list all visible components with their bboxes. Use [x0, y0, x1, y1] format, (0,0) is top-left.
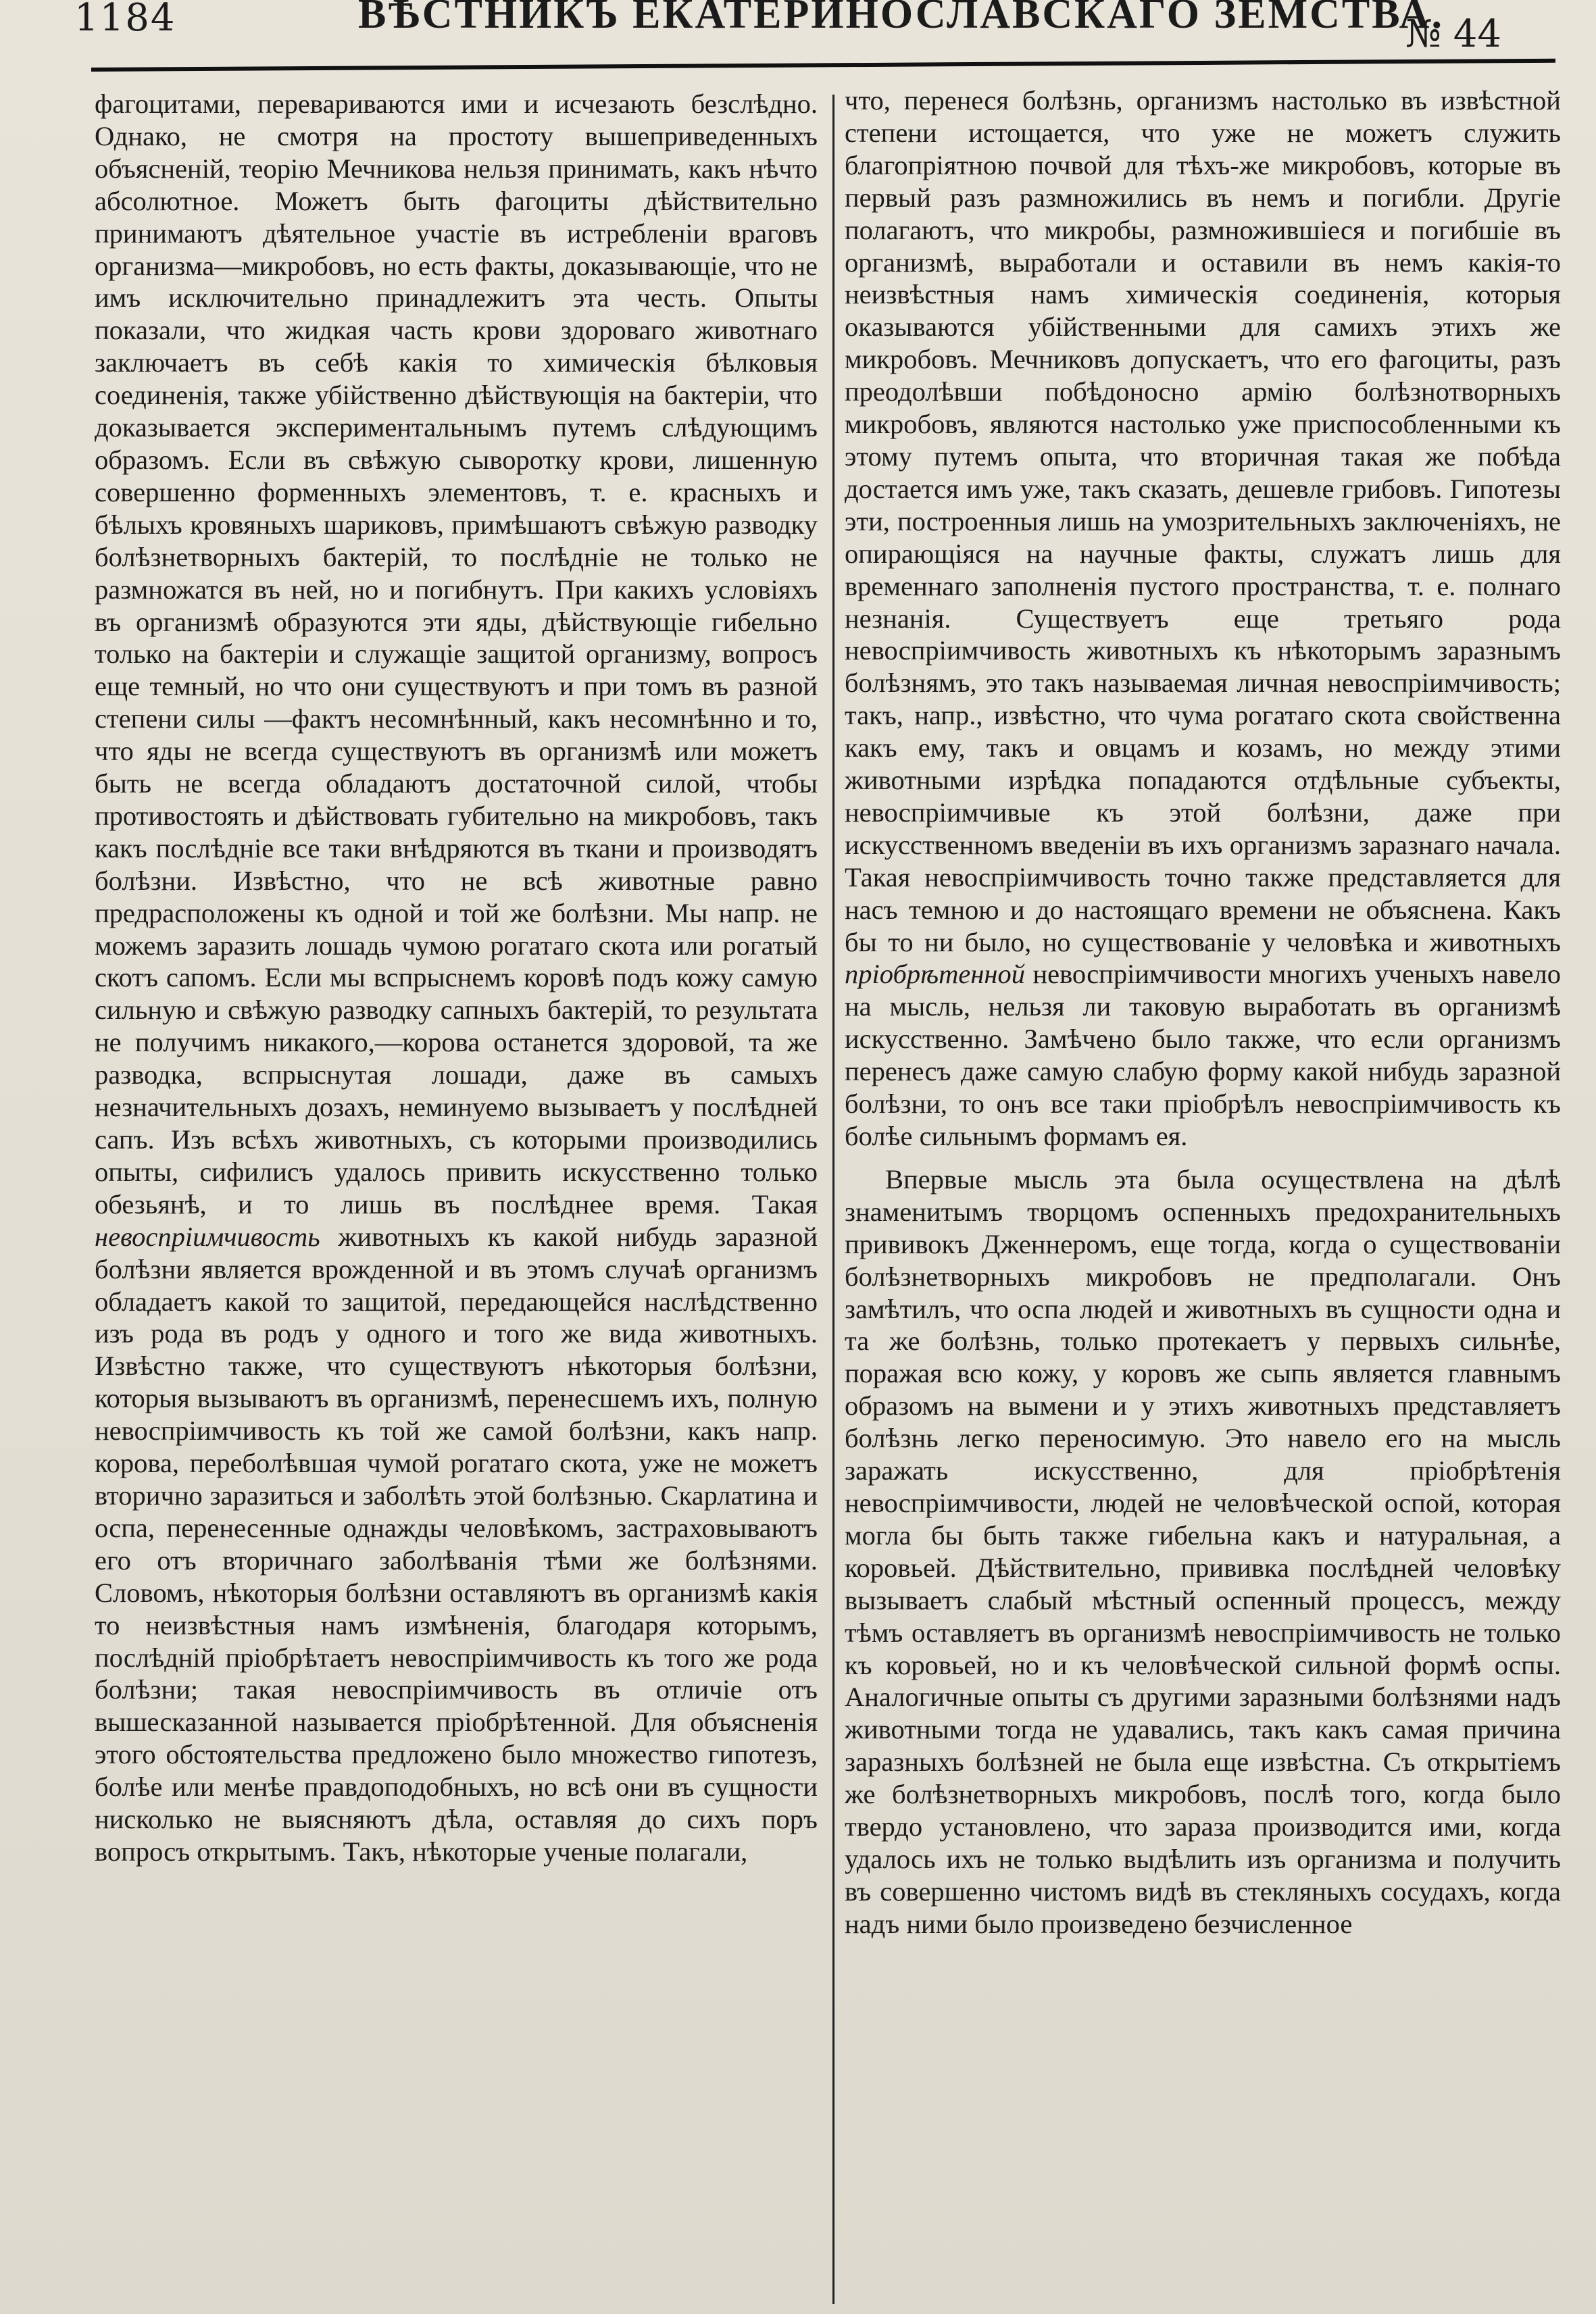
- right-paragraph-2: Впервые мысль эта была осуществлена на дѣлѣ знаменитымъ творцомъ оспенныхъ предохранительныхъ прививокъ Дженнеромъ, еще тогда, когда о существованіи болѣзнетворныхъ микробовъ не предполагали. Онъ замѣтилъ, что оспа людей и животныхъ въ сущности одна и та же болѣзнь, только протекаетъ у первыхъ сильнѣе, поражая всю кожу, у коровъ же сыпь является главнымъ образомъ на вымени и у этихъ животныхъ представляетъ болѣзнь легко переносимую. Это навело его на мысль заражать искусственно, для пріобрѣтенія невоспріимчивости, людей не человѣческой оспой, которая могла бы быть также гибельна какъ и натуральная, а коровьей. Дѣйствительно, прививка послѣдней человѣку вызываетъ слабый мѣстный оспенный процессъ, между тѣмъ оставляетъ въ организмѣ невоспріимчивость не только къ коровьей, но и къ человѣческой сильной формѣ оспы. Аналогичные опыты съ другими заразными болѣзнями надъ животными тогда не удавались, такъ какъ самая причина заразныхъ болѣзней не была еще извѣстна. Съ открытіемъ же болѣзнетворныхъ микробовъ, послѣ того, когда было твердо установлено, что зараза производится ими, когда удалось ихъ не только выдѣлить изъ организма и получить въ совершенно чистомъ видѣ въ стекляныхъ сосудахъ, когда надъ ними было произведено безчисленное: [845, 1163, 1561, 1939]
- left-column: [95, 88, 818, 2311]
- right-column: [845, 84, 1561, 2307]
- page-number: 1184: [74, 0, 176, 40]
- left-emphasis: невоспріимчивость: [95, 1221, 320, 1252]
- right-paragraph-1: [845, 84, 1561, 1153]
- journal-title: ВѢСТНИКЪ ЕКАТЕРИНОСЛАВСКАГО ЗЕМСТВА.: [358, 0, 1444, 37]
- right-emphasis: пріобрѣтенной: [845, 959, 1026, 990]
- left-text-2: животныхъ къ какой нибудь заразной болѣзни является врожденной и въ этомъ случаѣ организмъ обладаетъ какой то защитой, передающейся наслѣдственно изъ рода въ родъ у одного и того же вида животныхъ. Извѣстно также, что существуютъ нѣкоторыя болѣзни, которыя вызываютъ въ организмѣ, перенесшемъ ихъ, полную невоспріимчивость къ той же самой болѣзни, какъ напр. корова, переболѣвшая чумой рогатаго скота, уже не можетъ вторично заразиться и заболѣть этой болѣзнью. Скарлатина и оспа, перенесенные однажды человѣкомъ, застраховываютъ его отъ вторичнаго заболѣванія тѣми же болѣзнями. Словомъ, нѣкоторыя болѣзни оставляютъ въ организмѣ какія то неизвѣстныя намъ измѣненія, благодаря которымъ, послѣдній пріобрѣтаетъ невоспріимчивость къ того же рода болѣзни; такая невоспріимчивость въ отличіе отъ вышесказанной называется пріобрѣтенной. Для объясненія этого обстоятельства предложено было множество гипотезъ, болѣе или менѣе правдоподобныхъ, но всѣ они въ сущности нисколько не выясняютъ дѣла, оставляя до сихъ поръ вопросъ открытымъ. Такъ, нѣкоторые ученые полагали,: [95, 1221, 818, 1867]
- issue-number: № 44: [1405, 12, 1502, 56]
- column-divider: [832, 95, 834, 2304]
- right-text-1: что, перенеся болѣзнь, организмъ настолько въ извѣстной степени истощается, что уже не можетъ служить благопріятною почвой для тѣхъ-же микробовъ, которые въ первый разъ размножились въ немъ и погибли. Другіе полагаютъ, что микробы, размножившіеся и погибшіе въ организмѣ, выработали и оставили въ немъ какія-то неизвѣстныя намъ химическія соединенія, которыя оказываются убійственными для самихъ этихъ же микробовъ. Мечниковъ допускаетъ, что его фагоциты, разъ преодолѣвши побѣдоносно армію болѣзнотворныхъ микробовъ, являются настолько уже приспособленными къ этому путемъ опыта, что вторичная такая же побѣда достается имъ уже, такъ сказать, дешевле грибовъ. Гипотезы эти, построенныя лишь на умозрительныхъ заключеніяхъ, не опирающіяся на научные факты, служатъ лишь для временнаго заполненія пустого пространства, т. е. полнаго незнанія. Существуетъ еще третьяго рода невоспріимчивость животныхъ къ нѣкоторымъ заразнымъ болѣзнямъ, это такъ называемая личная невоспріимчивость; такъ, напр., извѣстно, что чума рогатаго скота свойственна какъ ему, такъ и овцамъ и козамъ, но между этими животными изрѣдка попадаются отдѣльные субъекты, невоспріимчивые къ этой болѣзни, даже при искусственномъ введеніи въ ихъ организмъ заразнаго начала. Такая невоспріимчивость точно также представляется для насъ темною и до настоящаго времени не объяснена. Какъ бы то ни было, но существованіе у человѣка и животныхъ: [845, 85, 1561, 957]
- left-text-1: фагоцитами, перевариваются ими и исчезають безслѣдно. Однако, не смотря на простоту вышеприведенныхъ объясненій, теорію Мечникова нельзя принимать, какъ нѣчто абсолютное. Можетъ быть фагоциты дѣйствительно принимаютъ дѣятельное участіе въ истребленіи враговъ организма—микробовъ, но есть факты, доказывающіе, что не имъ исключительно принадлежитъ эта честь. Опыты показали, что жидкая часть крови здороваго животнаго заключаетъ въ себѣ какія то химическія бѣлковыя соединенія, также убійственно дѣйствующія на бактеріи, что доказывается экспериментальнымъ путемъ слѣдующимъ образомъ. Если въ свѣжую сыворотку крови, лишенную совершенно форменныхъ элементовъ, т. е. красныхъ и бѣлыхъ кровяныхъ шариковъ, примѣшаютъ свѣжую разводку болѣзнетворныхъ бактерій, то послѣдніе не только не размножатся въ ней, но и погибнутъ. При какихъ условіяхъ въ организмѣ образуются эти яды, дѣйствующіе гибельно только на бактеріи и служащіе защитой организму, вопросъ еще темный, но что они существуютъ и при томъ въ разной степени силы —фактъ несомнѣнный, какъ несомнѣнно и то, что яды не всегда существуютъ въ организмѣ или можетъ быть не всегда обладаютъ достаточной силой, чтобы противостоять и дѣйствовать губительно на микробовъ, такъ какъ послѣдніе все таки внѣдряются въ ткани и производятъ болѣзни. Извѣстно, что не всѣ животные равно предрасположены къ одной и той же болѣзни. Мы напр. не можемъ заразить лошадь чумою рогатаго скота или рогатый скотъ сапомъ. Если мы вспрыснемъ коровѣ подъ кожу самую сильную и свѣжую разводку сапныхъ бактерій, то результата не получимъ никакого,—корова останется здоровой, та же разводка, вспрыснутая лошади, даже въ самыхъ незначительныхъ дозахъ, неминуемо вызываетъ у послѣдней сапъ. Изъ всѣхъ животныхъ, съ которыми производились опыты, сифилисъ удалось привить искусственно только обезьянѣ, и то лишь въ послѣднее время. Такая: [95, 89, 818, 1219]
- right-text-2: невоспріимчивости многихъ ученыхъ навело на мысль, нельзя ли таковую выработать въ организмѣ искусственно. Замѣчено было также, что если организмъ перенесъ даже самую слабую форму какой нибудь заразной болѣзни, то онъ все таки пріобрѣлъ невоспріимчивость къ болѣе сильнымъ формамъ ея.: [845, 959, 1561, 1151]
- left-paragraph: [95, 88, 818, 1868]
